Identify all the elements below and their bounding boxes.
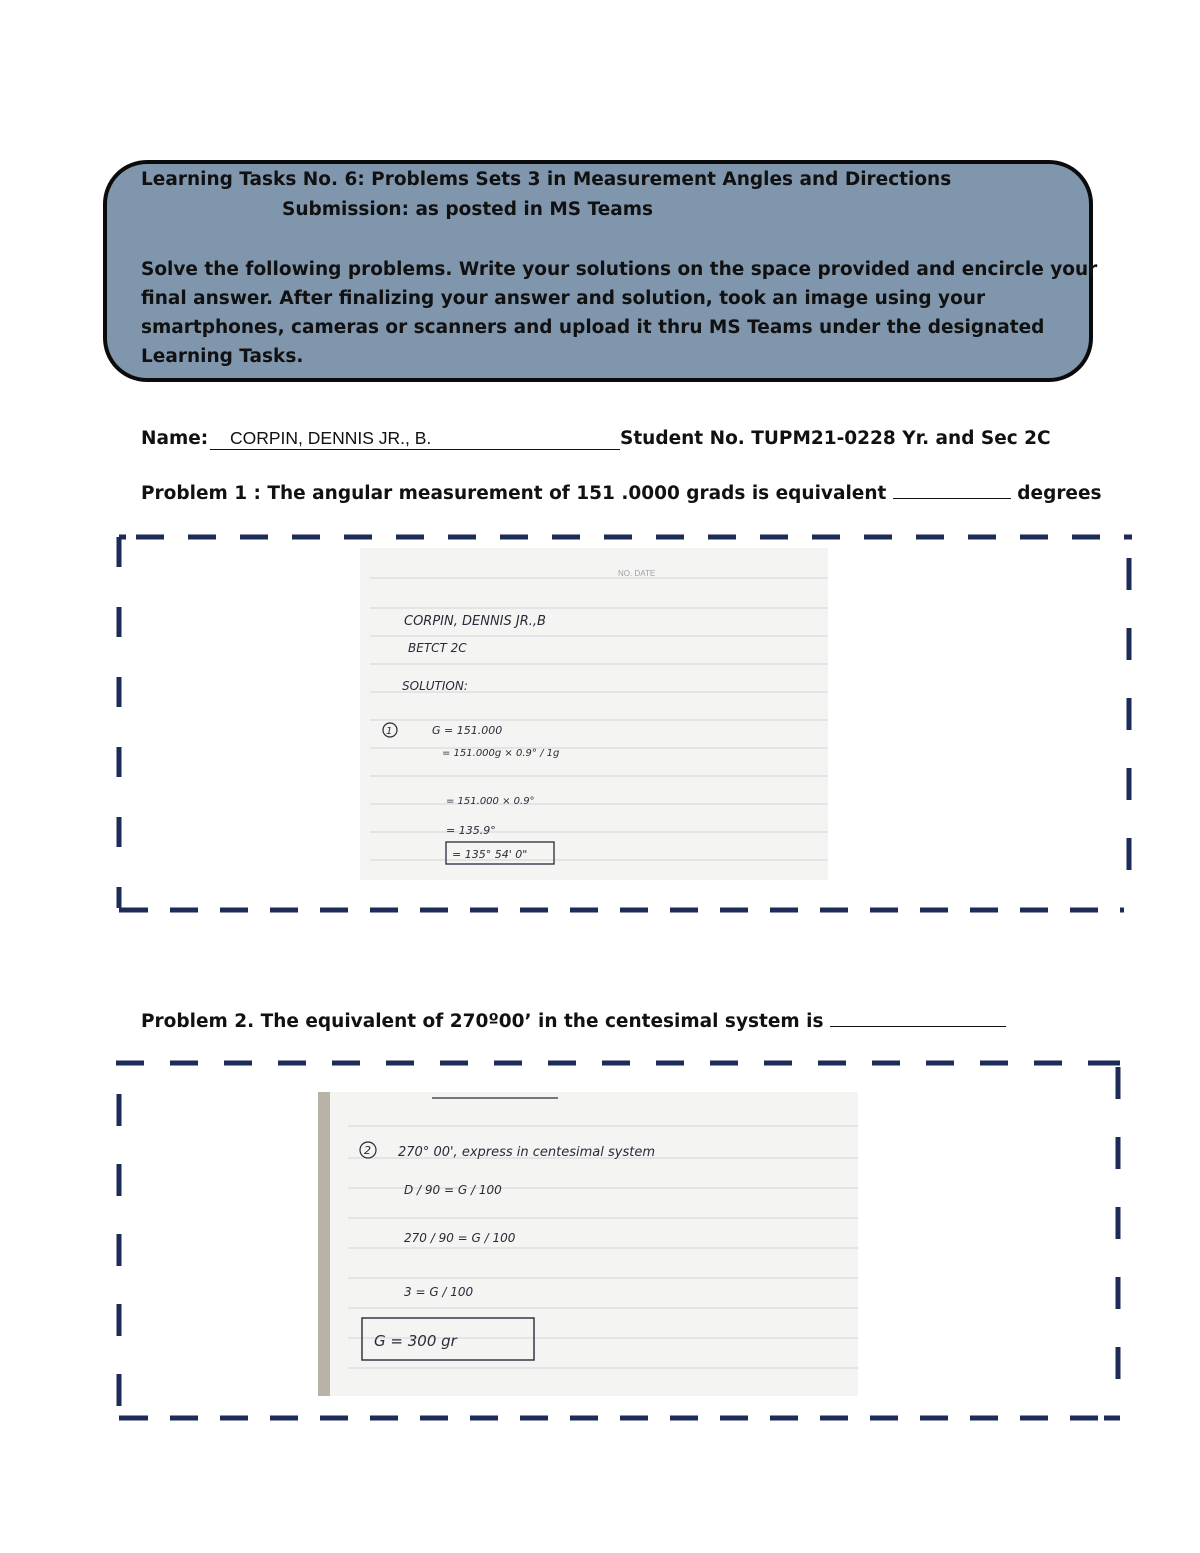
submission-note: Submission: as posted in MS Teams [282,199,654,220]
notebook-page [318,1092,858,1396]
answer-blank[interactable] [893,480,1011,499]
student-info: Student No. TUPM21-0228 Yr. and Sec 2C [620,428,1051,449]
work-line: D / 90 = G / 100 [404,1183,502,1197]
problem-1-question [141,480,1102,504]
instruction-line: final answer. After finalizing your answer and solution, took an image using your [141,288,986,309]
notebook-page [360,548,828,880]
work-solution-label: SOLUTION: [402,679,468,693]
name-label: Name: [141,428,209,449]
work-name: CORPIN, DENNIS JR.,B [404,614,546,629]
work-number: 1 [386,726,393,737]
work-section: BETCT 2C [408,641,467,655]
work-answer: G = 300 gr [374,1332,457,1350]
notebook-header: NO. DATE [618,569,656,578]
task-title: Learning Tasks No. 6: Problems Sets 3 in Measurement Angles and Directions [141,169,952,190]
instruction-line: Solve the following problems. Write your solutions on the space provided and encircle your [141,259,1098,280]
answer-blank[interactable] [830,1008,1006,1027]
problem-2-question [141,1008,1006,1032]
work-line: 270° 00', express in centesimal system [398,1145,656,1160]
instruction-line: smartphones, cameras or scanners and upload it thru MS Teams under the designated [141,317,1045,338]
instructions-text [141,255,1097,371]
work-line: G = 151.000 [432,724,503,737]
work-line: 270 / 90 = G / 100 [404,1231,516,1245]
work-line: = 151.000 × 0.9° [446,796,535,807]
work-line: = 135.9° [446,824,496,837]
work-line: 3 = G / 100 [404,1285,474,1299]
instruction-line: Learning Tasks. [141,346,304,367]
work-answer: = 135° 54' 0" [452,848,528,861]
problem-2-solution-photo [318,1092,858,1396]
work-number: 2 [364,1144,371,1157]
work-line: = 151.000g × 0.9° / 1g [442,748,560,759]
problem-1-text: Problem 1 : The angular measurement of 151 .0000 grads is equivalent [141,483,887,504]
name-field[interactable]: CORPIN, DENNIS JR., B. [210,426,620,450]
problem-2-text: Problem 2. The equivalent of 270º00’ in the centesimal system is [141,1011,824,1032]
problem-1-unit: degrees [1017,483,1102,504]
problem-1-solution-photo [360,548,828,880]
